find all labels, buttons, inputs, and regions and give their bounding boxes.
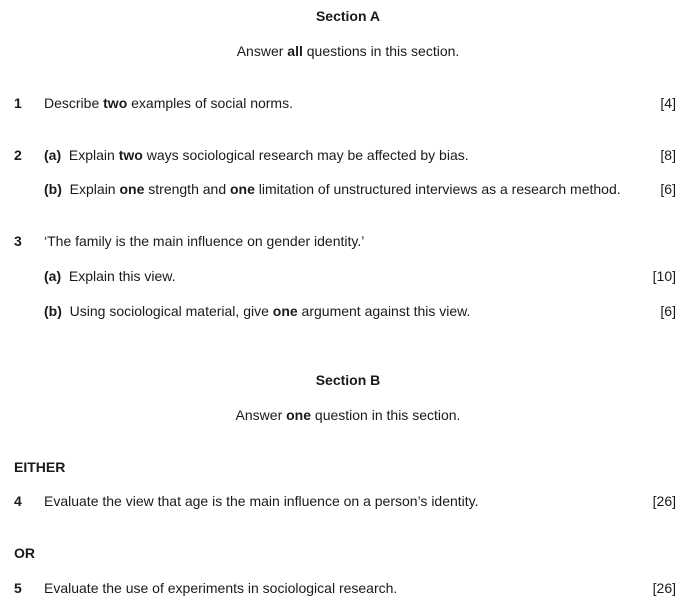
or-label: OR (14, 545, 35, 561)
question-emphasis: one (119, 181, 145, 197)
question-2a-text (44, 146, 469, 164)
question-3a-marks: [10] (652, 268, 676, 284)
question-emphasis: one (230, 181, 255, 197)
question-2b-text (44, 180, 621, 198)
question-5-marks: [26] (652, 580, 676, 596)
question-1-marks: [4] (660, 95, 676, 111)
section-a-instruction (0, 42, 696, 60)
question-3b-marks: [6] (660, 303, 676, 319)
part-label: (b) (44, 181, 62, 197)
part-label: (b) (44, 303, 62, 319)
question-5-number: 5 (14, 580, 22, 596)
question-text: argument against this view. (297, 303, 471, 319)
question-3a-text (44, 267, 176, 285)
instruction-emphasis: one (286, 407, 312, 423)
either-label: EITHER (14, 459, 66, 475)
instruction-text: question in this section. (311, 407, 461, 423)
question-text: examples of social norms. (127, 95, 293, 111)
question-3-number: 3 (14, 233, 22, 249)
question-4-marks: [26] (652, 493, 676, 509)
question-text: Describe (44, 95, 104, 111)
question-2b-marks: [6] (660, 181, 676, 197)
question-2a-marks: [8] (660, 147, 676, 163)
question-text: Explain this view. (68, 268, 176, 284)
part-label: (a) (44, 268, 62, 284)
section-a-title: Section A (315, 8, 381, 24)
question-4-number: 4 (14, 493, 22, 509)
part-label: (a) (44, 147, 62, 163)
question-emphasis: two (103, 95, 128, 111)
instruction-emphasis: all (287, 43, 303, 59)
section-b-title: Section B (315, 372, 381, 388)
question-emphasis: one (272, 303, 298, 319)
question-3b-text (44, 302, 470, 320)
section-b-instruction (0, 406, 696, 424)
question-text: Explain (68, 147, 119, 163)
question-text: Using sociological material, give (69, 303, 273, 319)
question-3-stem: ‘The family is the main influence on gender identity.’ (44, 233, 365, 249)
question-2-number: 2 (14, 147, 22, 163)
instruction-text: Answer (235, 407, 287, 423)
question-text: strength and (144, 181, 230, 197)
question-5-text: Evaluate the use of experiments in sociological research. (44, 580, 398, 596)
question-1-text (44, 94, 293, 112)
question-text: limitation of unstructured interviews as a research method. (254, 181, 621, 197)
question-text: ways sociological research may be affected by bias. (142, 147, 469, 163)
question-emphasis: two (118, 147, 143, 163)
instruction-text: Answer (236, 43, 288, 59)
instruction-text: questions in this section. (302, 43, 460, 59)
question-4-text: Evaluate the view that age is the main influence on a person’s identity. (44, 493, 479, 509)
question-1-number: 1 (14, 95, 22, 111)
question-text: Explain (69, 181, 120, 197)
